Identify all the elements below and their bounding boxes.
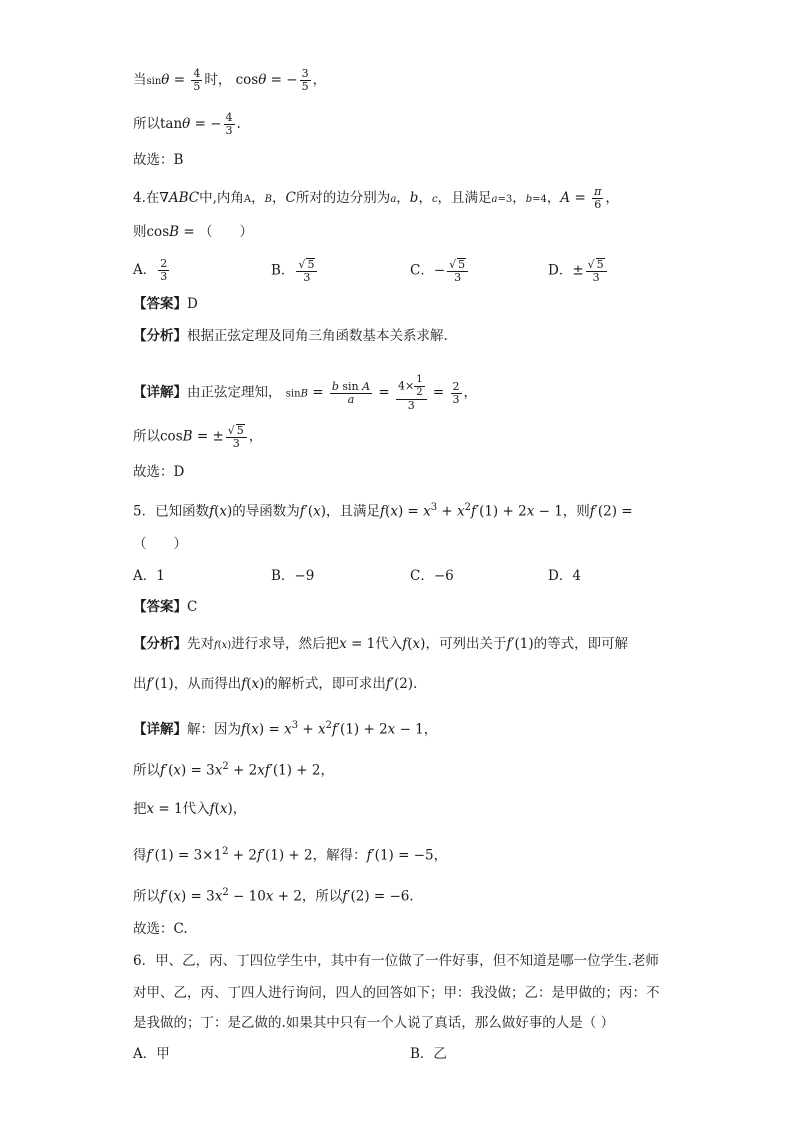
fraction: $\frac{4}{5}$ bbox=[193, 67, 201, 93]
text: 所以 bbox=[133, 762, 160, 779]
text: D． bbox=[548, 262, 573, 279]
text: 且满足 bbox=[451, 190, 492, 206]
q5-paren: （ ） bbox=[133, 536, 187, 552]
q4-stem-2: 则cosB = （ ） bbox=[133, 224, 253, 240]
q6-option-a: A．甲 bbox=[133, 1046, 170, 1062]
fraction: $\frac{\text{b sin A}}{a}$ bbox=[331, 379, 371, 406]
q5-detail-3: 把x = 1代入f(x)， bbox=[133, 801, 247, 817]
text: ，则 bbox=[562, 503, 590, 520]
text: 先对 bbox=[187, 636, 214, 652]
q5-stem: 5．已知函数f(x)的导函数为f′(x)，且满足$f(x) = x^3 + x^2f'(1) + 2x - 1$，则f′(2) = bbox=[133, 502, 633, 520]
q5-option-c: C．−6 bbox=[410, 568, 454, 584]
fraction: 4× $\frac{1}{2}$ 3 bbox=[396, 374, 427, 412]
q6-stem-2: 对甲、乙，丙、丁四人进行询问，四人的回答如下；甲：我没做；乙：是甲做的；丙：不 bbox=[133, 985, 660, 1001]
text: 【详解】 bbox=[133, 721, 187, 738]
fraction: $\frac{2}{3}$ bbox=[452, 379, 460, 406]
q5-detail-2: 所以$f'(x) = 3x^2 + 2xf'(1) + 2$， bbox=[133, 761, 334, 779]
q5-option-b: B．−9 bbox=[271, 568, 315, 584]
q4-option-c: C．− $\frac{√ 5}{3}$ bbox=[410, 258, 470, 284]
q5-analysis-2: 出f′(1)，从而得出f(x)的解析式，即可求出f′(2). bbox=[133, 676, 418, 692]
text: 则 bbox=[133, 224, 147, 240]
text: 时， bbox=[204, 72, 232, 88]
text: . bbox=[236, 116, 241, 132]
q4-option-b bbox=[271, 258, 319, 284]
text: （ ） bbox=[198, 224, 253, 240]
text: ，从而得出 bbox=[173, 676, 242, 692]
text: ， bbox=[312, 72, 327, 88]
text: 当 bbox=[133, 72, 147, 88]
text: 解：因为 bbox=[187, 721, 241, 738]
q5-detail-1: 【详解】解：因为$f(x) = x^3 + x^2f'(1) + 2x - 1$， bbox=[133, 720, 438, 738]
text: 所以 bbox=[133, 116, 160, 132]
text: ，可列出关于 bbox=[425, 636, 507, 652]
q5-analysis: 【分析】先对f(x)进行求导，然后把x = 1代入f(x)，可列出关于f′(1)的等式，即可解 bbox=[133, 636, 629, 652]
fraction: $\frac{√ 5}{3}$ bbox=[296, 258, 317, 284]
text: 【答案】 bbox=[133, 296, 187, 312]
text: 的解析式，即可求出 bbox=[264, 676, 386, 692]
text: 5．已知函数 bbox=[133, 503, 210, 520]
text: B． bbox=[271, 262, 295, 279]
text: 【分析】 bbox=[133, 636, 187, 652]
text: 所对的边分别为 bbox=[295, 190, 391, 206]
fraction: $\frac{4}{3}$ bbox=[225, 111, 233, 137]
text: 的等式，即可解 bbox=[533, 636, 629, 652]
q5-option-d: D．4 bbox=[548, 568, 581, 584]
q4-option-a bbox=[133, 258, 171, 283]
fraction: $\frac{√ 5}{3}$ bbox=[586, 258, 607, 284]
q5-answer bbox=[133, 597, 197, 617]
text: . bbox=[413, 676, 418, 692]
text: 【答案】 bbox=[133, 599, 187, 615]
text: A． bbox=[133, 262, 157, 278]
text: 根据正弦定理及同角三角函数基本关系求解. bbox=[187, 328, 448, 344]
text: 进行求导，然后把 bbox=[231, 636, 340, 652]
q6-stem-1: 6．甲、乙，丙、丁四位学生中，其中有一位做了一件好事，但不知道是哪一位学生.老师 bbox=[133, 953, 659, 969]
q3-choose: 故选：B bbox=[133, 152, 184, 168]
text: 【详解】 bbox=[133, 384, 187, 401]
text: ，且满足 bbox=[326, 503, 381, 520]
text: 所以 bbox=[133, 888, 160, 905]
fraction: $\frac{√ 5}{3}$ bbox=[226, 424, 247, 450]
text: ∇ABC bbox=[159, 190, 200, 206]
text: ，解得： bbox=[312, 847, 367, 864]
text: C bbox=[187, 599, 198, 615]
q4-detail: 【详解】由正弦定理知， sinB = $\frac{\text{b sin A}}{a}$ = 4× $\frac{1}{2}$ 3 = $\frac{2}{3}$ ， bbox=[133, 374, 477, 412]
fraction: $\frac{3}{5}$ bbox=[301, 67, 309, 93]
q4-detail-2: 所以cosB = ± $\frac{√ 5}{3}$ ， bbox=[133, 424, 263, 450]
q4-option-d: D．± $\frac{√ 5}{3}$ bbox=[548, 258, 609, 284]
text: 由正弦定理知， bbox=[187, 384, 282, 401]
text: D bbox=[187, 296, 198, 312]
q5-detail-4: 得$f'(1) = 3\times 1^2 + 2f'(1) + 2$，解得：f′(1) = −5， bbox=[133, 846, 448, 864]
text: 4.在 bbox=[133, 190, 160, 206]
fraction: $\frac{√ 5}{3}$ bbox=[447, 258, 468, 284]
fraction: $\frac{2}{3}$ bbox=[160, 257, 168, 283]
q4-answer bbox=[133, 294, 198, 314]
q5-choose: 故选：C. bbox=[133, 921, 188, 937]
text: 出 bbox=[133, 676, 147, 692]
q4-stem: 4.在∇ABC中,内角A，B，C所对的边分别为a，b，c，且满足a=3，b=4，A = $\frac{\pi}{6}$ ， bbox=[133, 185, 619, 211]
text: 代入 bbox=[375, 636, 403, 652]
q6-option-b: B．乙 bbox=[410, 1046, 447, 1062]
q5-option-a: A．1 bbox=[133, 568, 165, 584]
text: 代入 bbox=[182, 801, 210, 817]
q4-choose: 故选：D bbox=[133, 464, 185, 480]
q6-stem-3: 是我做的；丁：是乙做的.如果其中只有一个人说了真话，那么做好事的人是（ ） bbox=[133, 1015, 615, 1031]
text: ，所以 bbox=[301, 888, 343, 905]
q5-detail-5: 所以$f'(x) = 3x^2 - 10x + 2$，所以f′(2) = −6. bbox=[133, 887, 414, 905]
text: 中,内角 bbox=[199, 190, 244, 206]
fraction: $\frac{\pi}{6}$ bbox=[594, 185, 602, 211]
text: 得 bbox=[133, 847, 147, 864]
q4-analysis bbox=[133, 326, 448, 346]
text: 把 bbox=[133, 801, 147, 817]
text: 所以 bbox=[133, 428, 160, 445]
text: C． bbox=[410, 262, 434, 279]
q3-line-tan: 所以tanθ = − $\frac{4}{3}$ . bbox=[133, 111, 241, 137]
text: 【分析】 bbox=[133, 328, 187, 344]
text: 的导函数为 bbox=[232, 503, 300, 520]
q3-line-sin: 当sinθ = $\frac{4}{5}$ 时， cosθ = − $\frac{3}{5}$ ， bbox=[133, 67, 327, 93]
